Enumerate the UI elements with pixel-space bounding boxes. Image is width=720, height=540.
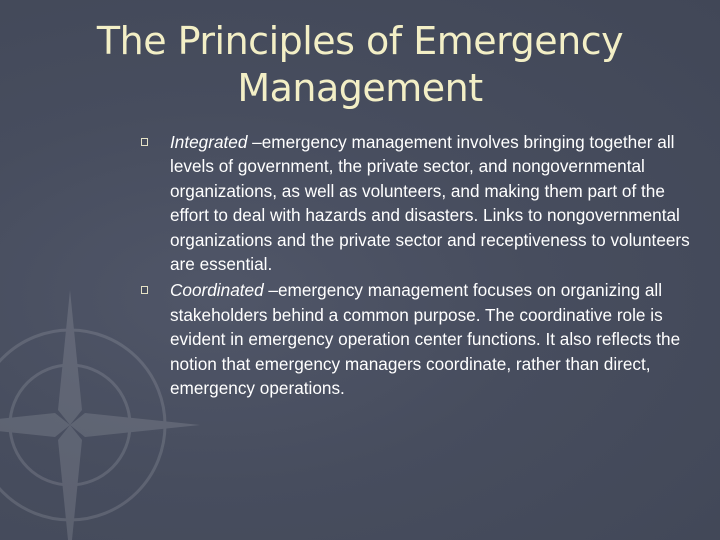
slide-title-line-1: The Principles of Emergency xyxy=(96,19,624,63)
bullet-term: Integrated xyxy=(170,132,248,152)
bullet-text xyxy=(170,130,698,276)
bullet-item-coordinated xyxy=(138,278,698,400)
square-bullet-icon xyxy=(141,138,148,146)
bullet-body: –emergency management focuses on organizing all stakeholders behind a common purpose. The coordinative role is evident in emergency operation center functions. It also reflects the notion that emergency managers coordinate, rather than direct, emergency operations. xyxy=(170,280,681,399)
bullet-text xyxy=(170,278,698,400)
square-bullet-icon xyxy=(141,286,148,294)
slide-title-line-2: Management xyxy=(237,66,483,110)
bullet-term: Coordinated xyxy=(170,280,264,301)
bullet-item-integrated xyxy=(138,130,698,276)
slide-title xyxy=(60,18,660,112)
bullet-body: –emergency management involves bringing together all levels of government, the private sector, and nongovernmental organizations, as well as volunteers, and making them part of the effort to deal with hazards and disasters. Links to nongovernmental organizations and the private sector and receptiveness to volunteers are essential. xyxy=(170,132,690,275)
bullet-list xyxy=(138,130,698,402)
